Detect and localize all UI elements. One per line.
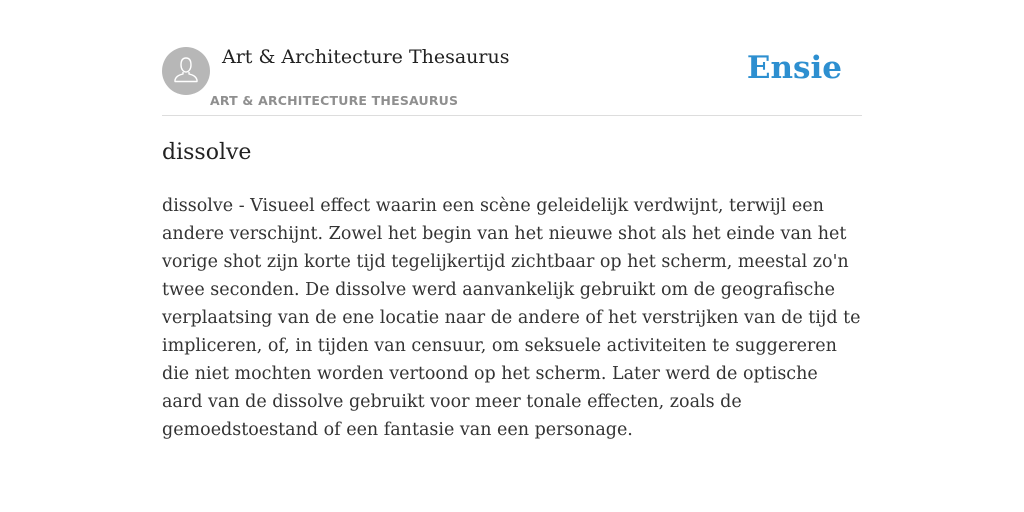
source-label[interactable]: ART & ARCHITECTURE THESAURUS <box>210 93 459 108</box>
author-name[interactable]: Art & Architecture Thesaurus <box>222 46 510 68</box>
ensie-logo[interactable]: Ensie <box>746 50 842 86</box>
entry-header <box>162 0 862 116</box>
entry-definition: dissolve - Visueel effect waarin een scène geleidelijk verdwijnt, terwijl een andere verschijnt. Zowel het begin van het nieuwe shot als het einde van het vorige shot zijn korte tijd tegelijkertijd zichtbaar op het scherm, meestal zo'n twee seconden. De dissolve werd aanvankelijk gebruikt om de geografische verplaatsing van de ene locatie naar de andere of het verstrijken van de tijd te impliceren, of, in tijden van censuur, om seksuele activiteiten te suggereren die niet mochten worden vertoond op het scherm. Later werd de optische aard van de dissolve gebruikt voor meer tonale effecten, zoals de gemoedstoestand of een fantasie van een personage. <box>162 196 861 440</box>
page-container <box>162 0 862 512</box>
avatar[interactable] <box>162 47 210 95</box>
entry-title: dissolve <box>162 140 252 165</box>
user-silhouette-icon <box>162 47 210 95</box>
